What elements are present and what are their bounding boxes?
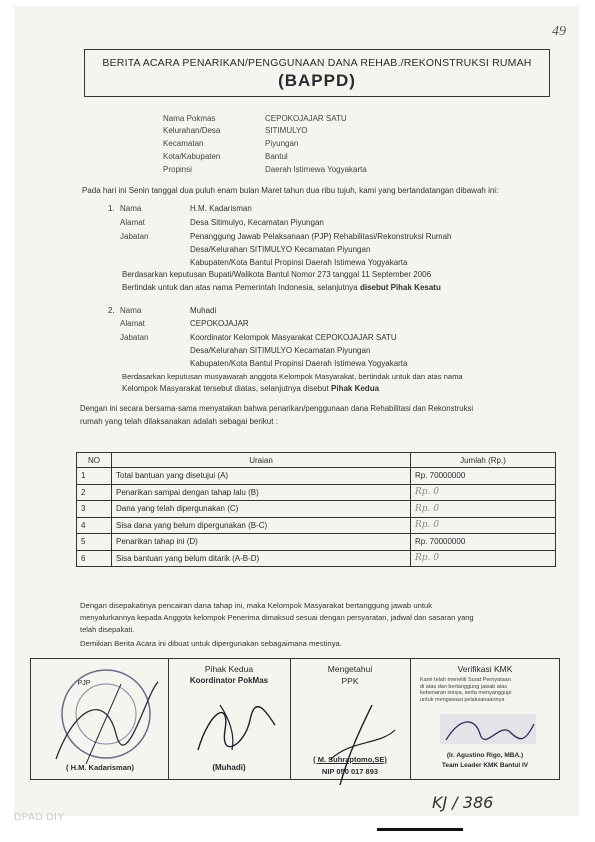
document-abbreviation: (BAPPD) <box>278 71 356 90</box>
party1-name-label: Nama <box>120 204 142 213</box>
ppk-nip: NIP 050 017 893 <box>321 767 379 776</box>
ppk-name: ( M. Suhraptomo,SE) <box>313 755 387 764</box>
pihak-kedua-signature-icon <box>190 690 280 760</box>
ppk-signature-icon <box>300 700 410 790</box>
party1-address-label: Alamat <box>120 218 145 227</box>
row-uraian: Sisa dana yang belum dipergunakan (B-C) <box>112 517 411 534</box>
ppk-subtitle: PPK <box>341 676 359 686</box>
page-number: 49 <box>552 24 566 39</box>
ppk-title: Mengetahui <box>327 664 373 674</box>
statement-line2: rumah yang telah dilaksanakan adalah sebagai berikut : <box>80 417 278 426</box>
party1-position-label: Jabatan <box>120 232 149 241</box>
kmk-title: Verifikasi KMK <box>457 664 513 674</box>
info-value-desa: SITIMULYO <box>265 126 308 135</box>
row-jumlah-handwritten: Rp. 0 <box>411 484 556 501</box>
info-value-kecamatan: Piyungan <box>265 139 299 148</box>
row-no: 2 <box>77 484 112 501</box>
kmk-note-line: kebenaran isinya, serta menyanggupi <box>420 690 512 696</box>
signature-divider <box>290 658 291 780</box>
statement-line1: Dengan ini secara bersama-sama menyatakan bahwa penarikan/penggunaan dana Rehabilitasi dan Rekonstruksi <box>80 404 474 413</box>
kmk-note-line: untuk mengawasi pelaksanaannya <box>420 696 505 703</box>
info-label-pokmas: Nama Pokmas <box>163 114 216 123</box>
pjp-name: ( H.M. Kadarisman) <box>66 763 134 772</box>
pihak-kedua-name: (Muhadi) <box>212 763 246 772</box>
row-uraian: Penarikan tahap ini (D) <box>112 534 411 551</box>
pihak-kedua-subtitle: Koordinator PokMas <box>189 676 269 685</box>
party1-position-line1: Penanggung Jawab Pelaksanaan (PJP) Rehabilitasi/Rekonstruksi Rumah <box>190 232 452 241</box>
party2-position-line1: Koordinator Kelompok Masyarakat CEPOKOJAJAR SATU <box>190 333 397 342</box>
party2-name: Muhadi <box>190 306 217 315</box>
header-jumlah: Jumlah (Rp.) <box>411 453 556 468</box>
party2-name-label: Nama <box>120 306 142 315</box>
table-row <box>77 484 556 501</box>
row-uraian: Penarikan sampai dengan tahap lalu (B) <box>112 484 411 501</box>
info-value-propinsi: Daerah Istimewa Yogyakarta <box>265 165 367 174</box>
row-uraian: Total bantuan yang disetujui (A) <box>112 468 411 485</box>
kmk-note-line: di atas dan bertanggung jawab atas <box>420 683 508 690</box>
row-jumlah-handwritten: Rp. 0 <box>411 501 556 518</box>
kmk-note-line: Kami telah meneliti Surat Pernyataan <box>420 677 511 683</box>
document-title: BERITA ACARA PENARIKAN/PENGGUNAAN DANA REHAB./REKONSTRUKSI RUMAH <box>102 57 532 69</box>
info-value-pokmas: CEPOKOJAJAR SATU <box>265 114 347 123</box>
party2-basis-line1: Berdasarkan keputusan musyawarah anggota Kelompok Masyarakat, bertindak untuk dan atas nama <box>122 372 463 381</box>
info-label-kecamatan: Kecamatan <box>163 139 204 148</box>
table-row <box>77 517 556 534</box>
table-row <box>77 501 556 518</box>
party1-number: 1. <box>108 204 115 213</box>
row-jumlah-handwritten: Rp. 0 <box>411 517 556 534</box>
kmk-signature-icon <box>440 712 540 752</box>
pihak-kedua-title: Pihak Kedua <box>204 664 254 674</box>
party1-acting: Bertindak untuk dan atas nama Pemerintah Indonesia, selanjutnya disebut Pihak Kesatu <box>122 283 441 292</box>
party2-basis-line2: Kelompok Masyarakat tersebut diatas, selanjutnya disebut Pihak Kedua <box>122 384 380 393</box>
info-value-kabupaten: Bantul <box>265 152 288 161</box>
party2-position-label: Jabatan <box>120 333 149 342</box>
row-no: 6 <box>77 550 112 567</box>
row-no: 3 <box>77 501 112 518</box>
kmk-name: (Ir. Agustino Rigo, MBA.) <box>446 752 524 759</box>
table-row <box>77 468 556 485</box>
row-jumlah-handwritten: Rp. 0 <box>411 550 556 567</box>
info-label-desa: Kelurahan/Desa <box>163 126 221 135</box>
header-no: NO <box>77 453 112 468</box>
info-label-propinsi: Propinsi <box>163 165 192 174</box>
party2-position-line2: Desa/Kelurahan SITIMULYO Kecamatan Piyungan <box>190 346 371 355</box>
party1-address: Desa Sitimulyo, Kecamatan Piyungan <box>190 218 324 227</box>
handwritten-code: KJ / 386 <box>432 793 494 812</box>
row-no: 4 <box>77 517 112 534</box>
row-no: 5 <box>77 534 112 551</box>
row-no: 1 <box>77 468 112 485</box>
row-uraian: Dana yang telah dipergunakan (C) <box>112 501 411 518</box>
row-uraian: Sisa bantuan yang belum ditarik (A-B-D) <box>112 550 411 567</box>
row-jumlah: Rp. 70000000 <box>411 534 556 551</box>
header-box <box>84 49 550 97</box>
header-uraian: Uraian <box>112 453 411 468</box>
closing-line1: Dengan disepakatinya pencairan dana tahap ini, maka Kelompok Masyarakat bertanggung jawab untuk <box>80 601 433 610</box>
party2-address: CEPOKOJAJAR <box>190 319 249 328</box>
footer-bar <box>377 828 463 831</box>
closing-line4: Demikian Berita Acara ini dibuat untuk dipergunakan sebagaimana mestinya. <box>80 639 342 648</box>
party1-position-line3: Kabupaten/Kota Bantul Propinsi Daerah Istimewa Yogyakarta <box>190 258 408 267</box>
party2-position-line3: Kabupaten/Kota Bantul Propinsi Daerah Istimewa Yogyakarta <box>190 359 408 368</box>
table-row <box>77 534 556 551</box>
party1-position-line2: Desa/Kelurahan SITIMULYO Kecamatan Piyungan <box>190 245 371 254</box>
closing-line3: telah disepakati. <box>80 625 135 634</box>
pjp-role: PJP <box>77 680 91 687</box>
row-jumlah: Rp. 70000000 <box>411 468 556 485</box>
kmk-note <box>420 677 556 703</box>
signature-divider <box>410 658 411 780</box>
intro-paragraph: Pada hari ini Senin tanggal dua puluh enam bulan Maret tahun dua ribu tujuh, kami yang bertandatangan dibawah ini: <box>82 186 499 195</box>
party2-address-label: Alamat <box>120 319 145 328</box>
info-label-kabupaten: Kota/Kabupaten <box>163 152 221 161</box>
party1-name: H.M. Kadarisman <box>190 204 252 213</box>
official-stamp-icon <box>46 664 166 774</box>
table-row <box>77 550 556 567</box>
table-header-row <box>77 453 556 468</box>
watermark: DPAD DIY <box>14 812 65 823</box>
signature-divider <box>168 658 169 780</box>
rincian-table <box>76 452 556 567</box>
kmk-role: Team Leader KMK Bantul IV <box>441 762 529 769</box>
party1-basis: Berdasarkan keputusan Bupati/Walikota Bantul Nomor 273 tanggal 11 September 2006 <box>122 270 432 279</box>
closing-line2: menyalurkannya kepada Anggota kelompok Penerima dimaksud sesuai dengan persyaratan, jadwal dan sasaran yang <box>80 613 474 622</box>
party2-number: 2. <box>108 306 115 315</box>
